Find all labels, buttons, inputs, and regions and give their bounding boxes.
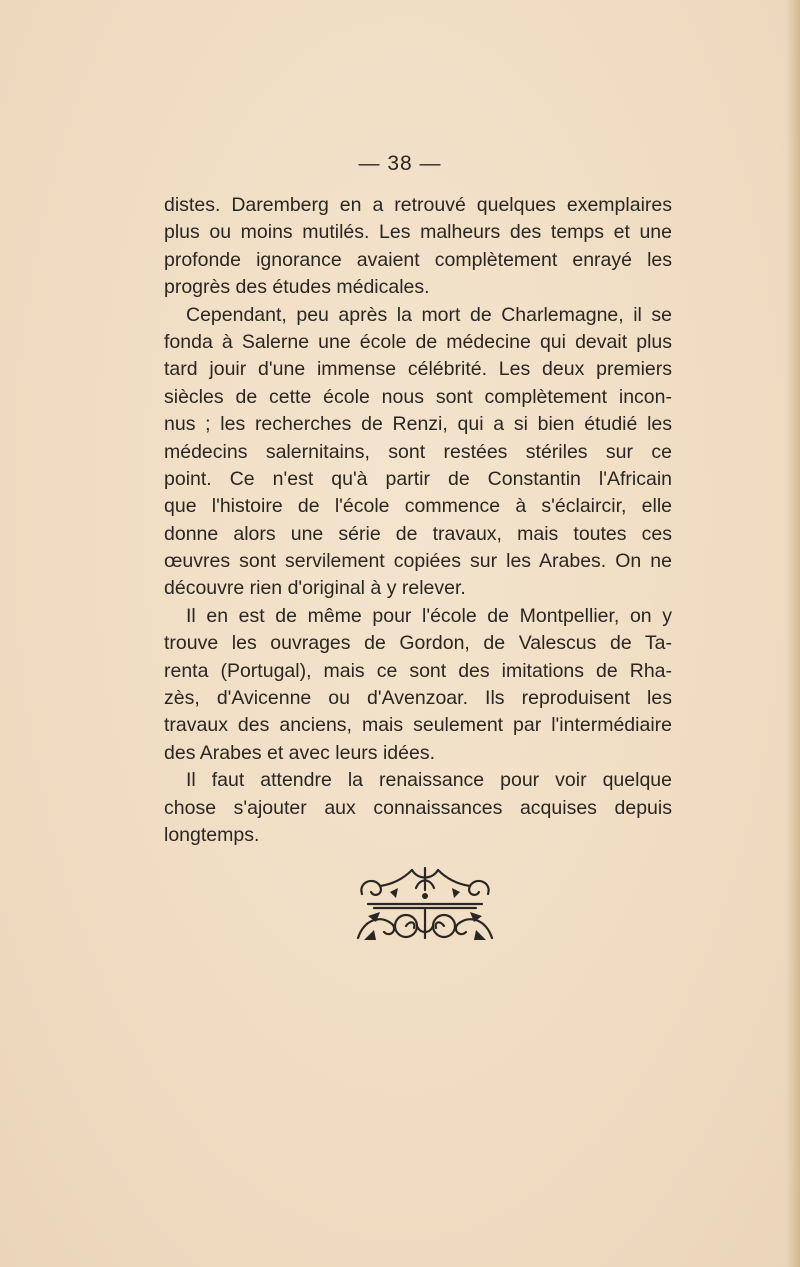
- text-line: siècles de cette école nous sont complètement incon-: [164, 385, 672, 408]
- floral-tailpiece-icon: [354, 864, 496, 944]
- body-text: [164, 192, 672, 849]
- page-edge-shadow: [786, 0, 800, 1267]
- text-line: tard jouir d'une immense célébrité. Les deux premiers: [164, 358, 672, 381]
- text-line: plus ou moins mutilés. Les malheurs des temps et une: [164, 221, 672, 244]
- text-line: découvre rien d'original à y relever.: [164, 577, 466, 600]
- page-number: — 38 —: [358, 152, 442, 175]
- text-line: Il faut attendre la renaissance pour voir quelque: [186, 769, 672, 792]
- text-line: médecins salernitains, sont restées stériles sur ce: [164, 440, 672, 463]
- text-line: donne alors une série de travaux, mais toutes ces: [164, 522, 672, 545]
- text-line: profonde ignorance avaient complètement enrayé les: [164, 248, 672, 271]
- text-line: chose s'ajouter aux connaissances acquises depuis: [164, 796, 672, 819]
- text-line: Il en est de même pour l'école de Montpellier, on y: [186, 604, 672, 627]
- text-line: travaux des anciens, mais seulement par l'intermédiaire: [164, 714, 672, 737]
- text-line: trouve les ouvrages de Gordon, de Valescus de Ta-: [164, 632, 672, 655]
- text-line: œuvres sont servilement copiées sur les Arabes. On ne: [164, 550, 672, 573]
- text-line: renta (Portugal), mais ce sont des imitations de Rha-: [164, 659, 672, 682]
- text-line: nus ; les recherches de Renzi, qui a si bien étudié les: [164, 413, 672, 436]
- text-line: des Arabes et avec leurs idées.: [164, 741, 435, 764]
- text-line: distes. Daremberg en a retrouvé quelques exemplaires: [164, 194, 672, 216]
- text-line: longtemps.: [164, 823, 260, 846]
- text-line: zès, d'Avicenne ou d'Avenzoar. Ils reproduisent les: [164, 687, 672, 710]
- text-line: que l'histoire de l'école commence à s'éclaircir, elle: [164, 495, 672, 518]
- text-line: progrès des études médicales.: [164, 276, 430, 299]
- text-line: point. Ce n'est qu'à partir de Constantin l'Africain: [164, 467, 672, 490]
- text-line: fonda à Salerne une école de médecine qui devait plus: [164, 330, 672, 353]
- text-line: Cependant, peu après la mort de Charlemagne, il se: [186, 303, 672, 326]
